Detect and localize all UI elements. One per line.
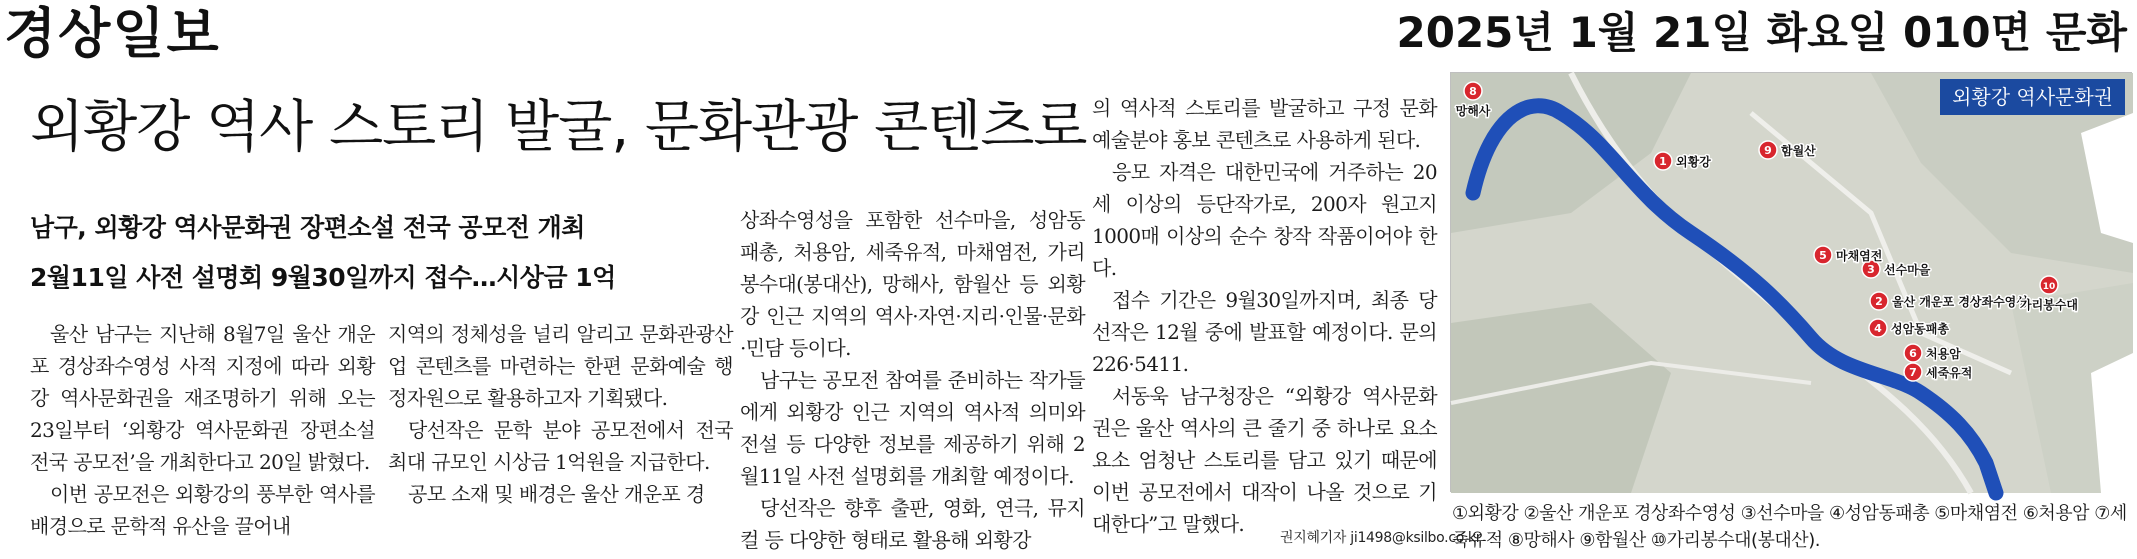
paper-name: 경상일보 <box>4 2 221 65</box>
paragraph: 이번 공모전은 외황강의 풍부한 역사를 배경으로 문학적 유산을 끌어내 <box>30 482 375 538</box>
map-marker-label: 마채염전 <box>1836 249 1883 263</box>
paragraph: 접수 기간은 9월30일까지며, 최종 당선작은 12월 중에 발표할 예정이다. 문의 226·5411. <box>1092 288 1437 376</box>
map-marker-label: 울산 개운포 경상좌수영성 <box>1892 295 2028 309</box>
paragraph: 당선작은 문학 분야 공모전에서 전국 최대 규모인 시상금 1억원을 지급한다. <box>388 418 733 474</box>
map-marker-label: 외황강 <box>1676 155 1711 169</box>
map-marker-label: 성암동패총 <box>1891 322 1949 336</box>
map-marker-label: 처용암 <box>1926 347 1961 361</box>
paragraph: 공모 소재 및 배경은 울산 개운포 경 <box>408 482 705 506</box>
byline: 권지혜기자 ji1498@ksilbo.co.kr <box>1280 530 1482 546</box>
map-marker-number: 4 <box>1874 322 1882 335</box>
body-column-2 <box>388 318 733 558</box>
map-caption: ①외황강 ②울산 개운포 경상좌수영성 ③선수마을 ④성암동패총 ⑤마채염전 ⑥처용암 ⑦세죽유적 ⑧망해사 ⑨함월산 ⑩가리봉수대(봉대산). <box>1452 503 2127 551</box>
map-marker-number: 9 <box>1764 144 1772 157</box>
paragraph: 당선작은 향후 출판, 영화, 연극, 뮤지컬 등 다양한 형태로 활용해 외황강 <box>740 496 1085 552</box>
map-marker-label: 선수마을 <box>1884 263 1931 277</box>
map-marker-label: 망해사 <box>1455 104 1491 118</box>
map-marker-number: 7 <box>1909 366 1917 379</box>
map-figure <box>1450 72 2132 492</box>
map-marker-number: 6 <box>1909 347 1917 360</box>
map-marker-number: 2 <box>1875 295 1883 308</box>
headline: 외황강 역사 스토리 발굴, 문화관광 콘텐츠로 <box>30 95 1087 160</box>
map-title: 외황강 역사문화권 <box>1940 79 2125 115</box>
subheadline-2: 2월11일 사전 설명회 9월30일까지 접수…시상금 1억 <box>30 263 616 292</box>
map-marker-number: 3 <box>1867 263 1875 276</box>
map-marker-number: 10 <box>2042 282 2056 292</box>
map-svg <box>1451 73 2133 493</box>
subheadline-1: 남구, 외황강 역사문화권 장편소설 전국 공모전 개최 <box>30 213 585 242</box>
paragraph: 지역의 정체성을 널리 알리고 문화관광산업 콘텐츠를 마련하는 한편 문화예술 행정자원으로 활용하고자 기획됐다. <box>388 322 733 410</box>
map-marker-label: 가리봉수대 <box>2020 298 2078 312</box>
masthead <box>0 0 2137 72</box>
paragraph: 응모 자격은 대한민국에 거주하는 20세 이상의 등단작가로, 200자 원고지 1000매 이상의 순수 창작 작품이어야 한다. <box>1092 160 1437 280</box>
body-column-3 <box>740 204 1085 559</box>
map-marker-label: 함월산 <box>1781 144 1816 158</box>
body-column-4 <box>1092 92 1437 536</box>
paragraph: 남구는 공모전 참여를 준비하는 작가들에게 외황강 인근 지역의 역사적 의미와 전설 등 다양한 정보를 제공하기 위해 2월11일 사전 설명회를 개최할 예정이다. <box>740 368 1085 488</box>
paragraph: 서동욱 남구청장은 “외황강 역사문화권은 울산 역사의 큰 줄기 중 하나로 요소요소 엄청난 스토리를 담고 있기 때문에 이번 공모전에서 대작이 나올 것으로 기대한다”고 말했다. <box>1092 384 1437 536</box>
map-marker-number: 5 <box>1819 249 1827 262</box>
body-column-1 <box>30 318 375 558</box>
paragraph: 상좌수영성을 포함한 선수마을, 성암동 패총, 처용암, 세죽유적, 마채염전, 가리봉수대(봉대산), 망해사, 함월산 등 외황강 인근 지역의 역사·자연·지리·인물·문화·민담 등이다. <box>740 208 1085 360</box>
map-marker-label: 세죽유적 <box>1926 366 1973 380</box>
map-marker-number: 1 <box>1659 155 1667 168</box>
dateline: 2025년 1월 21일 화요일 010면 문화 <box>1396 8 2127 57</box>
paragraph: 울산 남구는 지난해 8월7일 울산 개운포 경상좌수영성 사적 지정에 따라 외황강 역사문화권을 재조명하기 위해 오는 23일부터 ‘외황강 역사문화권 장편소설 전국 공모전’을 개최한다고 20일 밝혔다. <box>30 322 375 474</box>
map-marker-number: 8 <box>1469 85 1477 98</box>
paragraph: 의 역사적 스토리를 발굴하고 구정 문화예술분야 홍보 콘텐츠로 사용하게 된다. <box>1092 96 1437 152</box>
